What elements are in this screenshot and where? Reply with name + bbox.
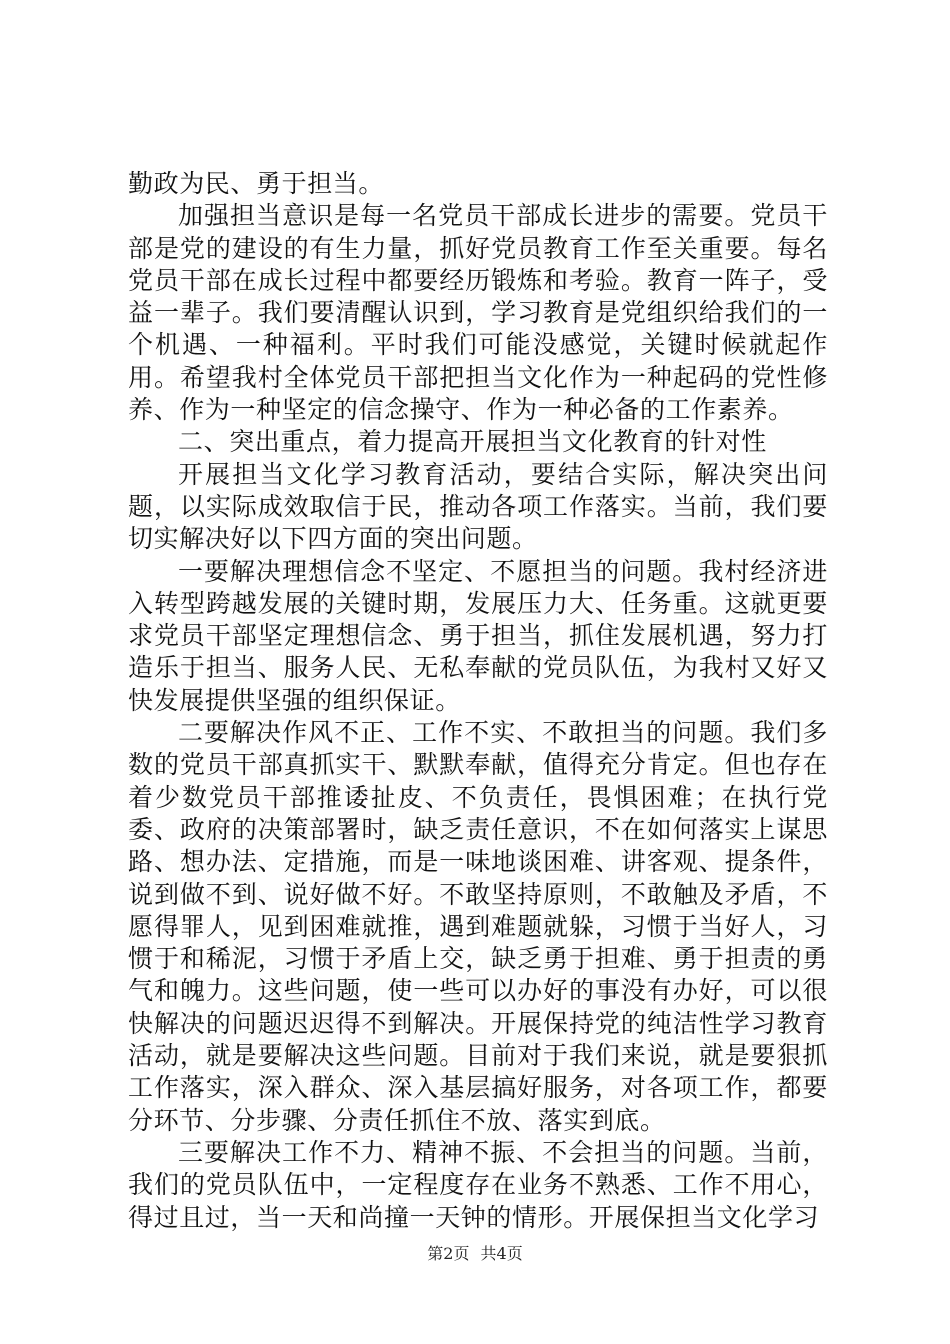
paragraph: 二要解决作风不正、工作不实、不敢担当的问题。我们多数的党员干部真抓实干、默默奉献，值得充分肯定。但也存在着少数党员干部推诿扯皮、不负责任，畏惧困难；在执行党委、政府的决策部署时，缺乏责任意识，不在如何落实上谋思路、想办法、定措施，而是一味地谈困难、讲客观、提条件，说到做不到、说好做不好。不敢坚持原则，不敢触及矛盾，不愿得罪人，见到困难就推，遇到难题就躲，习惯于当好人，习惯于和稀泥，习惯于矛盾上交，缺乏勇于担难、勇于担责的勇气和魄力。这些问题，使一些可以办好的事没有办好，可以很快解决的问题迟迟得不到解决。开展保持党的纯洁性学习教育活动，就是要解决这些问题。目前对于我们来说，就是要狠抓工作落实，深入群众、深入基层搞好服务，对各项工作，都要分环节、分步骤、分责任抓住不放、落实到底。: [128, 718, 828, 1135]
paragraph-continuation: 勤政为民、勇于担当。: [128, 169, 385, 198]
paragraph: 三要解决工作不力、精神不振、不会担当的问题。当前，我们的党员队伍中，一定程度存在业务不熟悉、工作不用心，得过且过，当一天和尚撞一天钟的情形。开展保担当文化学习: [128, 1137, 828, 1232]
total-pages: 共4页: [480, 1244, 523, 1263]
paragraph: 一要解决理想信念不坚定、不愿担当的问题。我村经济进入转型跨越发展的关键时期，发展压力大、任务重。这就更要求党员干部坚定理想信念、勇于担当，抓住发展机遇，努力打造乐于担当、服务人民、无私奉献的党员队伍，为我村又好又快发展提供坚强的组织保证。: [128, 556, 828, 715]
section-heading: 二、突出重点，着力提高开展担当文化教育的针对性: [178, 427, 767, 457]
paragraph: 开展担当文化学习教育活动，要结合实际，解决突出问题，以实际成效取信于民，推动各项工作落实。当前，我们要切实解决好以下四方面的突出问题。: [128, 459, 828, 554]
page-footer: [0, 1244, 950, 1264]
page-number: 第2页: [427, 1244, 470, 1263]
paragraph: 加强担当意识是每一名党员干部成长进步的需要。党员干部是党的建设的有生力量，抓好党员教育工作至关重要。每名党员干部在成长过程中都要经历锻炼和考验。教育一阵子，受益一辈子。我们要清醒认识到，学习教育是党组织给我们的一个机遇、一种福利。平时我们可能没感觉，关键时候就起作用。希望我村全体党员干部把担当文化作为一种起码的党性修养、作为一种坚定的信念操守、作为一种必备的工作素养。: [128, 201, 828, 425]
document-body: [128, 168, 828, 1234]
